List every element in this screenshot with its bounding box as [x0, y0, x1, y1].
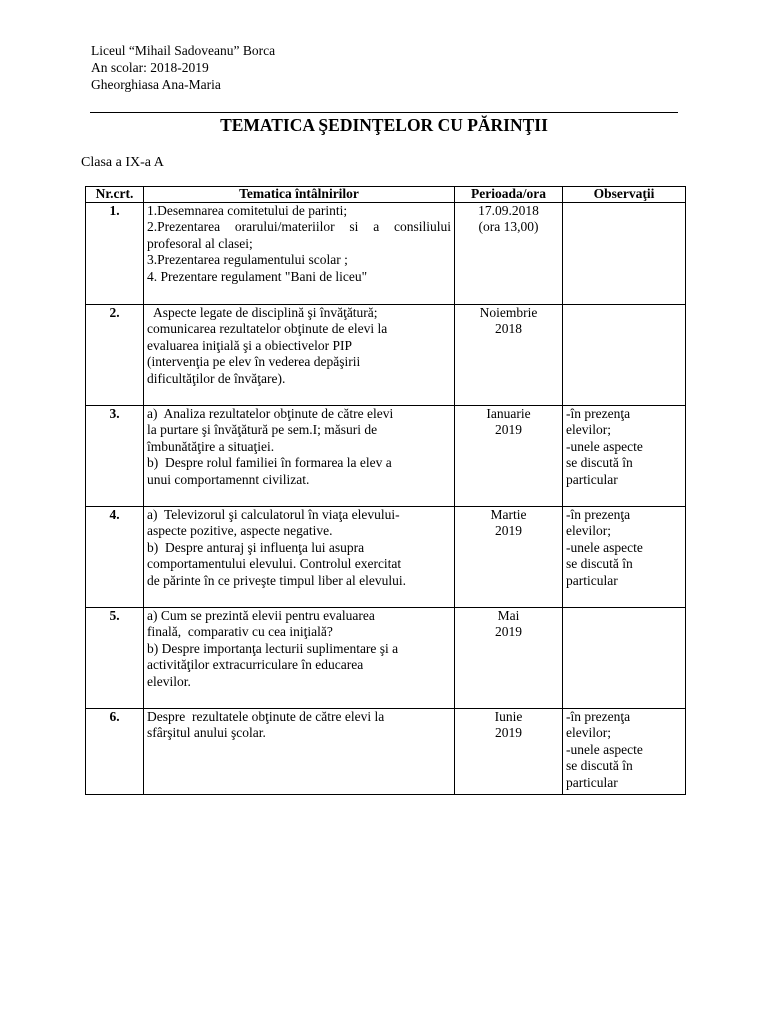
topic-cell-line: 4. Prezentare regulament "Bani de liceu"	[147, 268, 368, 284]
table-row	[86, 406, 686, 507]
period-cell-line: 2019	[495, 624, 522, 640]
period-cell	[455, 203, 563, 305]
topic-cell-line: profesoral al clasei;	[147, 235, 253, 251]
topic-cell-line: Despre rezultatele obţinute de către elevi la	[147, 709, 385, 724]
topic-cell-line: comportamentului elevului. Controlul exercitat	[147, 556, 402, 572]
meetings-table	[85, 186, 686, 795]
observations-cell	[563, 305, 686, 406]
topic-cell-line: îmbunătăţire a situaţiei.	[147, 438, 275, 454]
period-cell-line: 2018	[495, 321, 522, 337]
document-title: TEMATICA ŞEDINŢELOR CU PĂRINŢII	[220, 115, 548, 135]
observations-cell-line: se discută în	[566, 556, 633, 572]
period-cell-line: Iunie	[494, 709, 523, 724]
topic-cell-line: a) Analiza rezultatelor obţinute de către elevi	[147, 406, 394, 421]
topic-cell-line: (intervenţia pe elev în vederea depăşirii	[147, 354, 361, 370]
topic-cell-line: finală, comparativ cu cea iniţială?	[147, 624, 333, 640]
observations-cell	[563, 507, 686, 608]
table-row	[86, 608, 686, 709]
period-cell	[455, 406, 563, 507]
row-number: 3.	[86, 406, 144, 507]
observations-cell-line: particular	[566, 572, 618, 588]
observations-cell-line: -în prezenţa	[566, 709, 631, 724]
observations-cell-line: -unele aspecte	[566, 539, 643, 555]
observations-cell-line: elevilor;	[566, 422, 611, 438]
observations-cell-line: particular	[566, 774, 618, 790]
observations-cell-line: -în prezenţa	[566, 406, 631, 421]
table-row	[86, 507, 686, 608]
topic-cell-line: 3.Prezentarea regulamentului scolar ;	[147, 252, 348, 268]
table-row	[86, 709, 686, 795]
period-cell-line: 2019	[495, 422, 522, 438]
period-cell-line: Ianuarie	[486, 406, 531, 421]
topic-cell-line: Aspecte legate de disciplină şi învăţătură;	[147, 305, 378, 320]
topic-cell	[144, 406, 455, 507]
topic-cell	[144, 709, 455, 795]
table-row	[86, 305, 686, 406]
observations-cell-line: elevilor;	[566, 523, 611, 539]
period-cell-line: Martie	[490, 507, 527, 522]
topic-cell-line: unui comportamennt civilizat.	[147, 471, 310, 487]
period-cell-line: (ora 13,00)	[478, 219, 539, 235]
period-cell	[455, 305, 563, 406]
topic-cell-line: activităţilor extracurriculare în educarea	[147, 657, 364, 673]
class-label: Clasa a IX-a A	[81, 155, 164, 170]
observations-cell-line: se discută în	[566, 455, 633, 471]
topic-cell-line: a) Televizorul şi calculatorul în viaţa elevului-	[147, 507, 400, 522]
header-divider	[90, 112, 678, 113]
period-cell-line: Noiembrie	[479, 305, 538, 320]
topic-cell-line: comunicarea rezultatelor obţinute de elevi la	[147, 321, 388, 337]
topic-cell-line: sfârşitul anului şcolar.	[147, 725, 266, 741]
topic-cell-line: a) Cum se prezintă elevii pentru evaluarea	[147, 608, 375, 623]
period-cell-line: 2019	[495, 523, 522, 539]
period-cell	[455, 709, 563, 795]
topic-cell-line: aspecte pozitive, aspecte negative.	[147, 523, 333, 539]
teacher-name: Gheorghiasa Ana-Maria	[91, 77, 221, 92]
table-header-row	[86, 187, 686, 203]
row-number: 2.	[86, 305, 144, 406]
row-number: 6.	[86, 709, 144, 795]
topic-cell	[144, 203, 455, 305]
observations-cell-line: se discută în	[566, 758, 633, 774]
observations-cell-line: -în prezenţa	[566, 507, 631, 522]
topic-cell-line: la purtare şi învăţătură pe sem.I; măsuri de	[147, 422, 378, 438]
topic-cell	[144, 305, 455, 406]
period-cell	[455, 507, 563, 608]
observations-cell-line: particular	[566, 471, 618, 487]
topic-cell-line: elevilor.	[147, 673, 191, 689]
period-cell-line: 2019	[495, 725, 522, 741]
topic-cell-line: 1.Desemnarea comitetului de parinti;	[147, 203, 348, 218]
observations-cell-line: elevilor;	[566, 725, 611, 741]
column-header-period: Perioada/ora	[455, 187, 563, 203]
topic-cell	[144, 507, 455, 608]
column-header-topic: Tematica întâlnirilor	[144, 187, 455, 203]
row-number: 1.	[86, 203, 144, 305]
table-body	[86, 203, 686, 795]
table-row	[86, 203, 686, 305]
topic-cell	[144, 608, 455, 709]
school-name: Liceul “Mihail Sadoveanu” Borca	[91, 43, 276, 58]
period-cell	[455, 608, 563, 709]
topic-cell-line: b) Despre anturaj şi influenţa lui asupra	[147, 539, 365, 555]
observations-cell	[563, 709, 686, 795]
period-cell-line: 17.09.2018	[478, 203, 539, 218]
observations-cell-line: -unele aspecte	[566, 741, 643, 757]
topic-cell-line: b) Despre importanţa lecturii suplimentare şi a	[147, 640, 399, 656]
observations-cell	[563, 608, 686, 709]
school-year: An scolar: 2018-2019	[91, 60, 209, 75]
column-header-observations: Observaţii	[563, 187, 686, 203]
topic-cell-line: dificultăţilor de învăţare).	[147, 370, 286, 386]
column-header-nr: Nr.crt.	[86, 187, 144, 203]
row-number: 4.	[86, 507, 144, 608]
observations-cell	[563, 406, 686, 507]
topic-cell-line: evaluarea iniţială şi a obiectivelor PIP	[147, 337, 353, 353]
observations-cell-line: -unele aspecte	[566, 438, 643, 454]
observations-cell	[563, 203, 686, 305]
topic-cell-line: 2.Prezentarea orarului/materiilor si a consiliului	[147, 219, 451, 235]
topic-cell-line: de părinte în ce priveşte timpul liber al elevului.	[147, 572, 407, 588]
row-number: 5.	[86, 608, 144, 709]
topic-cell-line: b) Despre rolul familiei în formarea la elev a	[147, 455, 392, 471]
period-cell-line: Mai	[497, 608, 520, 623]
